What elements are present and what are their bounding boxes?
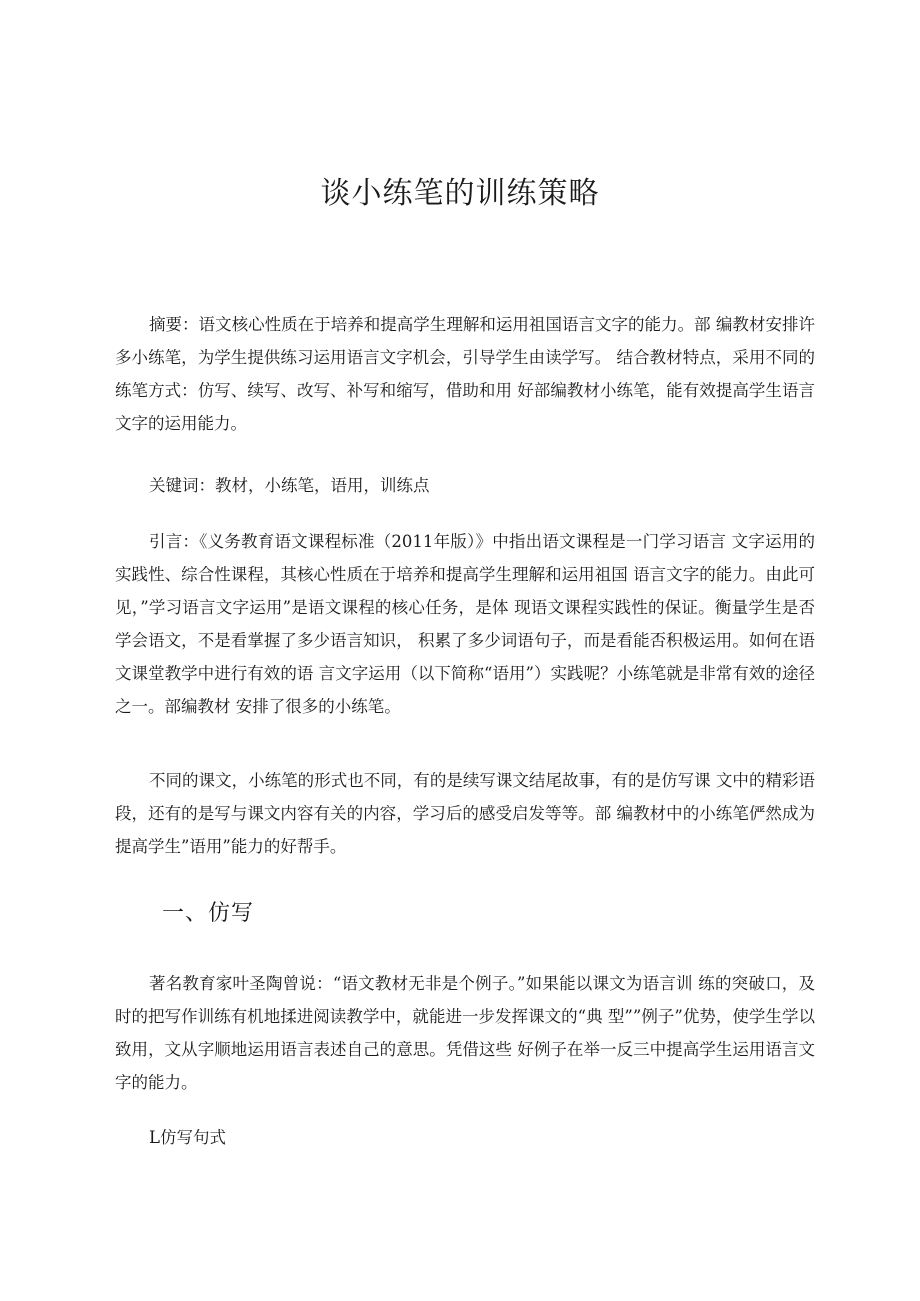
intro-paragraph: 引言：《义务教育语文课程标准（2011年版）》中指出语文课程是一门学习语言 文字运用的实践性、综合性课程，其核心性质在于培养和提高学生理解和运用祖国 语言文字的能力。由此可见，”学习语言文字运用”是语文课程的核心任务，是体 现语文课程实践性的保证。衡量学生是否学会语文，不是看掌握了多少语言知识， 积累了多少词语句子，而是看能否积极运用。如何在语文课堂教学中进行有效的语 言文字运用（以下简称“语用”）实践呢？小练笔就是非常有效的途径之一。部编教材 安排了很多的小练笔。 [115, 532, 815, 716]
document-title: 谈小练笔的训练策略 [320, 176, 600, 211]
section-1-paragraph: 著名教育家叶圣陶曾说：“语文教材无非是个例子。”如果能以课文为语言训 练的突破口，及时的把写作训练有机地揉进阅读教学中，就能进一步发挥课文的“典 型””例子”优势，使学生学以致用，文从字顺地运用语言表述自己的意思。凭借这些 好例子在举一反三中提高学生运用语言文字的能力。 [115, 974, 815, 1092]
sub-heading-sentence-imitation: L仿写句式 [149, 1128, 226, 1147]
section-heading-imitation: 一、仿写 [162, 901, 255, 926]
abstract-paragraph: 摘要：语文核心性质在于培养和提高学生理解和运用祖国语言文字的能力。部 编教材安排许多小练笔，为学生提供练习运用语言文字机会，引导学生由读学写。 结合教材特点，采用不同的练笔方式：仿写、续写、改写、补写和缩写，借助和用 好部编教材小练笔，能有效提高学生语言文字的运用能力。 [115, 315, 815, 433]
different-texts-paragraph: 不同的课文，小练笔的形式也不同，有的是续写课文结尾故事，有的是仿写课 文中的精彩语段，还有的是写与课文内容有关的内容，学习后的感受启发等等。部 编教材中的小练笔俨然成为提高学生”语用”能力的好帮手。 [115, 771, 815, 856]
keywords-paragraph: 关键词：教材，小练笔，语用，训练点 [149, 476, 430, 495]
